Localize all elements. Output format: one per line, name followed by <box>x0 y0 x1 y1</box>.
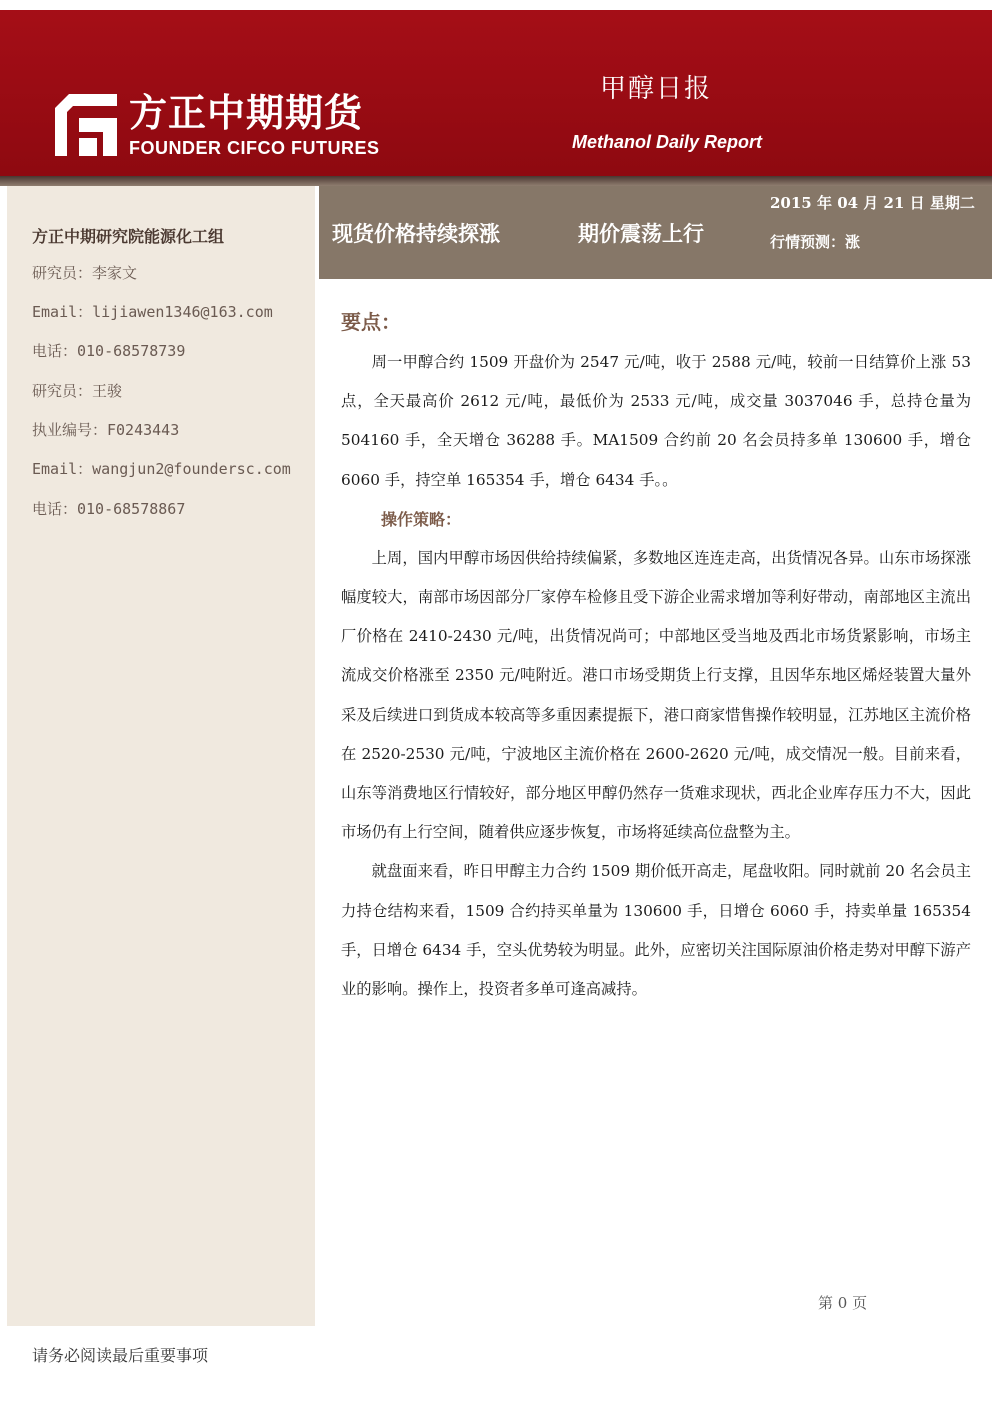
market-forecast: 行情预测：涨 <box>770 233 861 251</box>
key-points-paragraph: 周一甲醇合约 1509 开盘价为 2547 元/吨，收于 2588 元/吨，较前一日结算价上涨 53 点，全天最高价 2612 元/吨，最低价为 2533 元/吨，成交量 3037046 手，总持仓量为 504160 手，全天增仓 36288 手。MA1509 合约前 20 名会员持多单 130600 手，增仓 6060 手，持空单 165354 手，增仓 6434 手。。 <box>341 353 971 489</box>
company-logo <box>55 82 385 162</box>
page-number: 第 0 页 <box>818 1294 868 1312</box>
analyst-1-name: 研究员：李家文 <box>32 264 138 282</box>
header-band <box>0 10 992 176</box>
analyst-1-phone: 电话：010-68578739 <box>32 342 186 360</box>
headline-futures-price: 期价震荡上行 <box>578 222 704 246</box>
founder-logo-icon <box>55 94 117 156</box>
logo-english-text: FOUNDER CIFCO FUTURES <box>129 138 380 158</box>
research-team-name: 方正中期研究院能源化工组 <box>32 227 225 246</box>
analyst-2-name: 研究员：王骏 <box>32 382 123 400</box>
headline-spot-price: 现货价格持续探涨 <box>332 222 500 246</box>
report-title-english: Methanol Daily Report <box>572 132 763 152</box>
header-divider <box>0 176 992 186</box>
report-date: 2015 年 04 月 21 日 星期二 <box>770 194 975 212</box>
analyst-sidebar <box>7 186 315 1326</box>
analyst-2-phone: 电话：010-68578867 <box>32 500 186 518</box>
analyst-1-email[interactable]: Email：lijiawen1346@163.com <box>32 303 273 321</box>
strategy-paragraph-1: 上周，国内甲醇市场因供给持续偏紧，多数地区连连走高，出货情况各异。山东市场探涨幅度较大，南部市场因部分厂家停车检修且受下游企业需求增加等利好带动，南部地区主流出厂价格在 2410-2430 元/吨，出货情况尚可；中部地区受当地及西北市场货紧影响，市场主流成交价格涨至 2350 元/吨附近。港口市场受期货上行支撑，且因华东地区烯烃装置大量外采及后续进口到货成本较高等多重因素提振下，港口商家惜售操作较明显，江苏地区主流价格在 2520-2530 元/吨，宁波地区主流价格在 2600-2620 元/吨，成交情况一般。目前来看，山东等消费地区行情较好，部分地区甲醇仍然存一货难求现状，西北企业库存压力不大，因此市场仍有上行空间，随着供应逐步恢复，市场将延续高位盘整为主。 <box>341 548 971 842</box>
headline-band <box>319 186 992 279</box>
strategy-paragraph-2: 就盘面来看，昨日甲醇主力合约 1509 期价低开高走，尾盘收阳。同时就前 20 名会员主力持仓结构来看，1509 合约持买单量为 130600 手，日增仓 6060 手，持卖单量 165354 手，日增仓 6434 手，空头优势较为明显。此外，应密切关注国际原油价格走势对甲醇下游产业的影响。操作上，投资者多单可逢高减持。 <box>341 862 971 999</box>
disclaimer-note: 请务必阅读最后重要事项 <box>32 1346 209 1365</box>
report-title-chinese: 甲醇日报 <box>600 74 713 104</box>
key-points-title: 要点： <box>341 310 401 334</box>
strategy-title: 操作策略： <box>381 509 462 529</box>
logo-chinese-text: 方正中期期货 <box>129 91 364 135</box>
analyst-2-email[interactable]: Email：wangjun2@foundersc.com <box>32 460 291 478</box>
report-body <box>341 305 971 1009</box>
analyst-2-license: 执业编号：F0243443 <box>32 421 180 439</box>
